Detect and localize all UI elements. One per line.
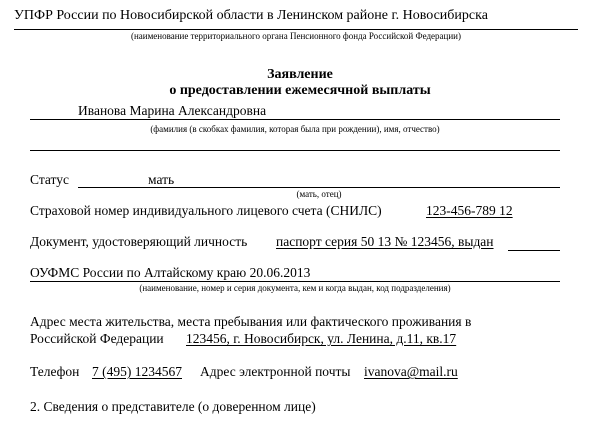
- form-title: Заявление: [267, 67, 333, 82]
- address-label-line2: Российской Федерации: [30, 331, 164, 346]
- applicant-name-underline: [30, 119, 560, 120]
- id-document-label: Документ, удостоверяющий личность: [30, 234, 248, 249]
- snils-value: 123-456-789 12: [426, 203, 513, 218]
- id-document-underline-tail: [508, 250, 560, 251]
- applicant-full-name: Иванова Марина Александровна: [78, 103, 267, 118]
- email-value: ivanova@mail.ru: [364, 364, 458, 379]
- id-document-note: (наименование, номер и серия документа, кем и когда выдан, код подразделения): [139, 283, 451, 293]
- form-subtitle: о предоставлении ежемесячной выплаты: [169, 83, 431, 98]
- organ-note: (наименование территориального органа Пенсионного фонда Российской Федерации): [130, 31, 461, 41]
- phone-label: Телефон: [30, 364, 80, 379]
- status-value: мать: [148, 172, 175, 187]
- organ-name-underline: [14, 29, 578, 30]
- section-2-heading: 2. Сведения о представителе (о доверенном лице): [30, 399, 316, 414]
- address-value: 123456, г. Новосибирск, ул. Ленина, д.11, кв.17: [186, 331, 457, 346]
- id-document-value: паспорт серия 50 13 № 123456, выдан: [276, 234, 494, 249]
- status-underline: [78, 187, 560, 188]
- email-label: Адрес электронной почты: [200, 364, 351, 379]
- organ-name: УПФР России по Новосибирской области в Ленинском районе г. Новосибирска: [14, 8, 488, 23]
- applicant-extra-line: [30, 150, 560, 151]
- address-label-line1: Адрес места жительства, места пребывания или фактического проживания в: [30, 314, 472, 329]
- status-label: Статус: [30, 172, 69, 187]
- status-note: (мать, отец): [296, 189, 342, 199]
- applicant-name-note: (фамилия (в скобках фамилия, которая была при рождении), имя, отчество): [150, 124, 440, 134]
- id-document-issuer: ОУФМС России по Алтайскому краю 20.06.2013: [30, 265, 311, 280]
- snils-label: Страховой номер индивидуального лицевого счета (СНИЛС): [30, 203, 382, 218]
- phone-value: 7 (495) 1234567: [92, 364, 182, 379]
- id-document-issuer-underline: [30, 281, 560, 282]
